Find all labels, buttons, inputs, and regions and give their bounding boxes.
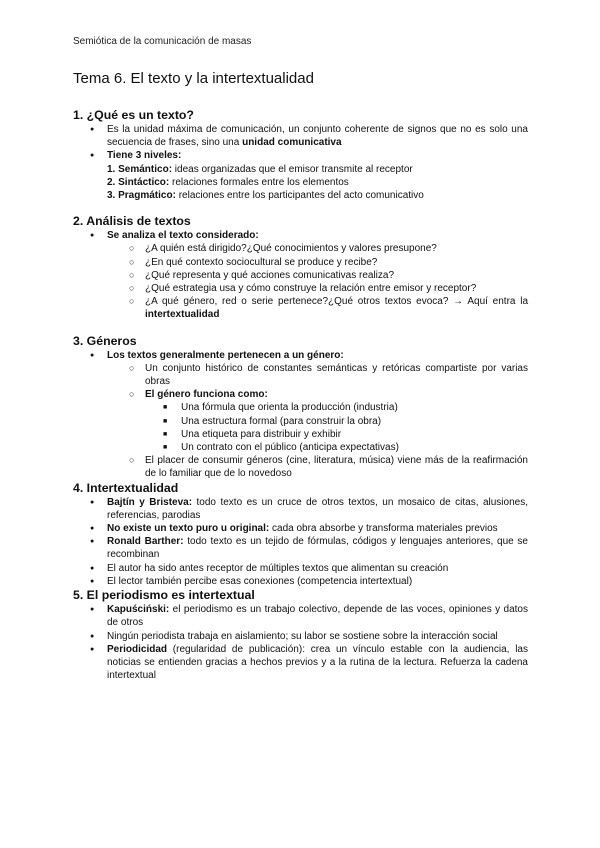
- list-item-bold: Bajtín y Bristeva:: [107, 496, 193, 508]
- sub-list-item: [73, 295, 528, 321]
- list-item-text: cada obra absorbe y transforma materiales previos: [269, 523, 498, 535]
- list-item: ● El lector también percibe esas conexiones (competencia intertextual): [73, 575, 528, 588]
- sub-sub-list-item: ■ Una etiqueta para distribuir y exhibir: [73, 428, 528, 441]
- bullet-list: [73, 229, 528, 321]
- bullet-list: [73, 603, 528, 682]
- list-item: [73, 522, 528, 535]
- list-item-bold: Tiene 3 niveles:: [107, 150, 182, 162]
- page-title: Tema 6. El texto y la intertextualidad: [73, 70, 314, 87]
- list-item-text: (regularidad de publicación): crea un vínculo estable con la audiencia, las noticias se entienden gracias a hechos previos y a la rutina de la lectura. Refuerza la cadena intertextual: [107, 643, 528, 682]
- numbered-item: [73, 189, 528, 202]
- section-heading: 3. Géneros: [73, 333, 137, 348]
- sub-list-item: ○ El placer de consumir géneros (cine, literatura, música) viene más de la reafirmación de lo familiar que de lo novedoso: [73, 454, 528, 480]
- section-heading: 4. Intertextualidad: [73, 480, 179, 495]
- sub-sub-list-item: ■ Un contrato con el público (anticipa expectativas): [73, 441, 528, 454]
- sub-list-item: ○ ¿Qué representa y qué acciones comunicativas realiza?: [73, 269, 528, 282]
- sub-list-item-bold: intertextualidad: [145, 309, 220, 321]
- bullet-list: [73, 123, 528, 163]
- list-item-bold: Kapuściński:: [107, 604, 170, 616]
- sub-list-item-text: ¿A qué género, red o serie pertenece?¿Qué otros textos evoca? → Aquí entra la: [145, 296, 528, 308]
- bullet-list: [73, 496, 528, 588]
- sub-list-item: ○ ¿En qué contexto sociocultural se produce y recibe?: [73, 256, 528, 269]
- list-item-bold: Ronald Barther:: [107, 536, 184, 548]
- sub-list-item: ○ ¿A quién está dirigido?¿Qué conocimientos y valores presupone?: [73, 242, 528, 255]
- list-item-text: el periodismo es un trabajo colectivo, depende de las voces, opiniones y datos de otros: [107, 604, 528, 629]
- numbered-item-text: relaciones formales entre los elementos: [169, 176, 349, 188]
- page-header: Semiótica de la comunicación de masas: [73, 36, 252, 47]
- list-item-text: Es la unidad máxima de comunicación, un conjunto coherente de signos que no es solo una secuencia de frases, sino una: [107, 124, 528, 149]
- list-item-bold: Los textos generalmente pertenecen a un género:: [107, 349, 344, 361]
- list-item-bold: unidad comunicativa: [242, 137, 342, 149]
- sub-list-item: [73, 388, 528, 401]
- levels-list: [73, 163, 528, 203]
- list-item: ● El autor ha sido antes receptor de múltiples textos que alimentan su creación: [73, 562, 528, 575]
- sub-sub-list-item: ■ Una estructura formal (para construir la obra): [73, 415, 528, 428]
- document-body: [73, 108, 528, 682]
- section-heading: 5. El periodismo es intertextual: [73, 588, 255, 603]
- list-item: ● Ningún periodista trabaja en aislamiento; su labor se sostiene sobre la interacción social: [73, 630, 528, 643]
- list-item: [73, 349, 528, 362]
- list-item: [73, 123, 528, 149]
- list-item: [73, 535, 528, 561]
- list-item: [73, 496, 528, 522]
- sub-list-item: ○ ¿Qué estrategia usa y cómo construye la relación entre emisor y receptor?: [73, 282, 528, 295]
- numbered-item-label: 3. Pragmático:: [107, 190, 176, 202]
- numbered-item-label: 2. Sintáctico:: [107, 176, 170, 188]
- sub-list-item-bold: El género funciona como:: [145, 389, 268, 401]
- numbered-item: [73, 163, 528, 176]
- list-item: [73, 229, 528, 242]
- numbered-item-label: 1. Semántico:: [107, 163, 173, 175]
- sub-sub-list-item: ■ Una fórmula que orienta la producción (industria): [73, 401, 528, 414]
- list-item-text: todo texto es un cruce de otros textos, un mosaico de citas, alusiones, referencias, parodias: [107, 496, 528, 521]
- list-item-bold: Periodicidad: [107, 643, 168, 655]
- numbered-item-text: relaciones entre los participantes del acto comunicativo: [175, 190, 424, 202]
- list-item-bold: No existe un texto puro u original:: [107, 523, 270, 535]
- list-item: [73, 643, 528, 683]
- section-heading: 2. Análisis de textos: [73, 214, 191, 229]
- sub-list-item: ○ Un conjunto histórico de constantes semánticas y retóricas compartiste por varias obras: [73, 362, 528, 388]
- numbered-item-text: ideas organizadas que el emisor transmite al receptor: [172, 163, 413, 175]
- list-item: [73, 603, 528, 629]
- section-heading: 1. ¿Qué es un texto?: [73, 108, 194, 122]
- list-item: [73, 149, 528, 162]
- numbered-item: [73, 176, 528, 189]
- list-item-bold: Se analiza el texto considerado:: [107, 230, 259, 242]
- bullet-list: [73, 349, 528, 481]
- list-item-text: todo texto es un tejido de fórmulas, códigos y lenguajes anteriores, que se recombinan: [107, 536, 528, 561]
